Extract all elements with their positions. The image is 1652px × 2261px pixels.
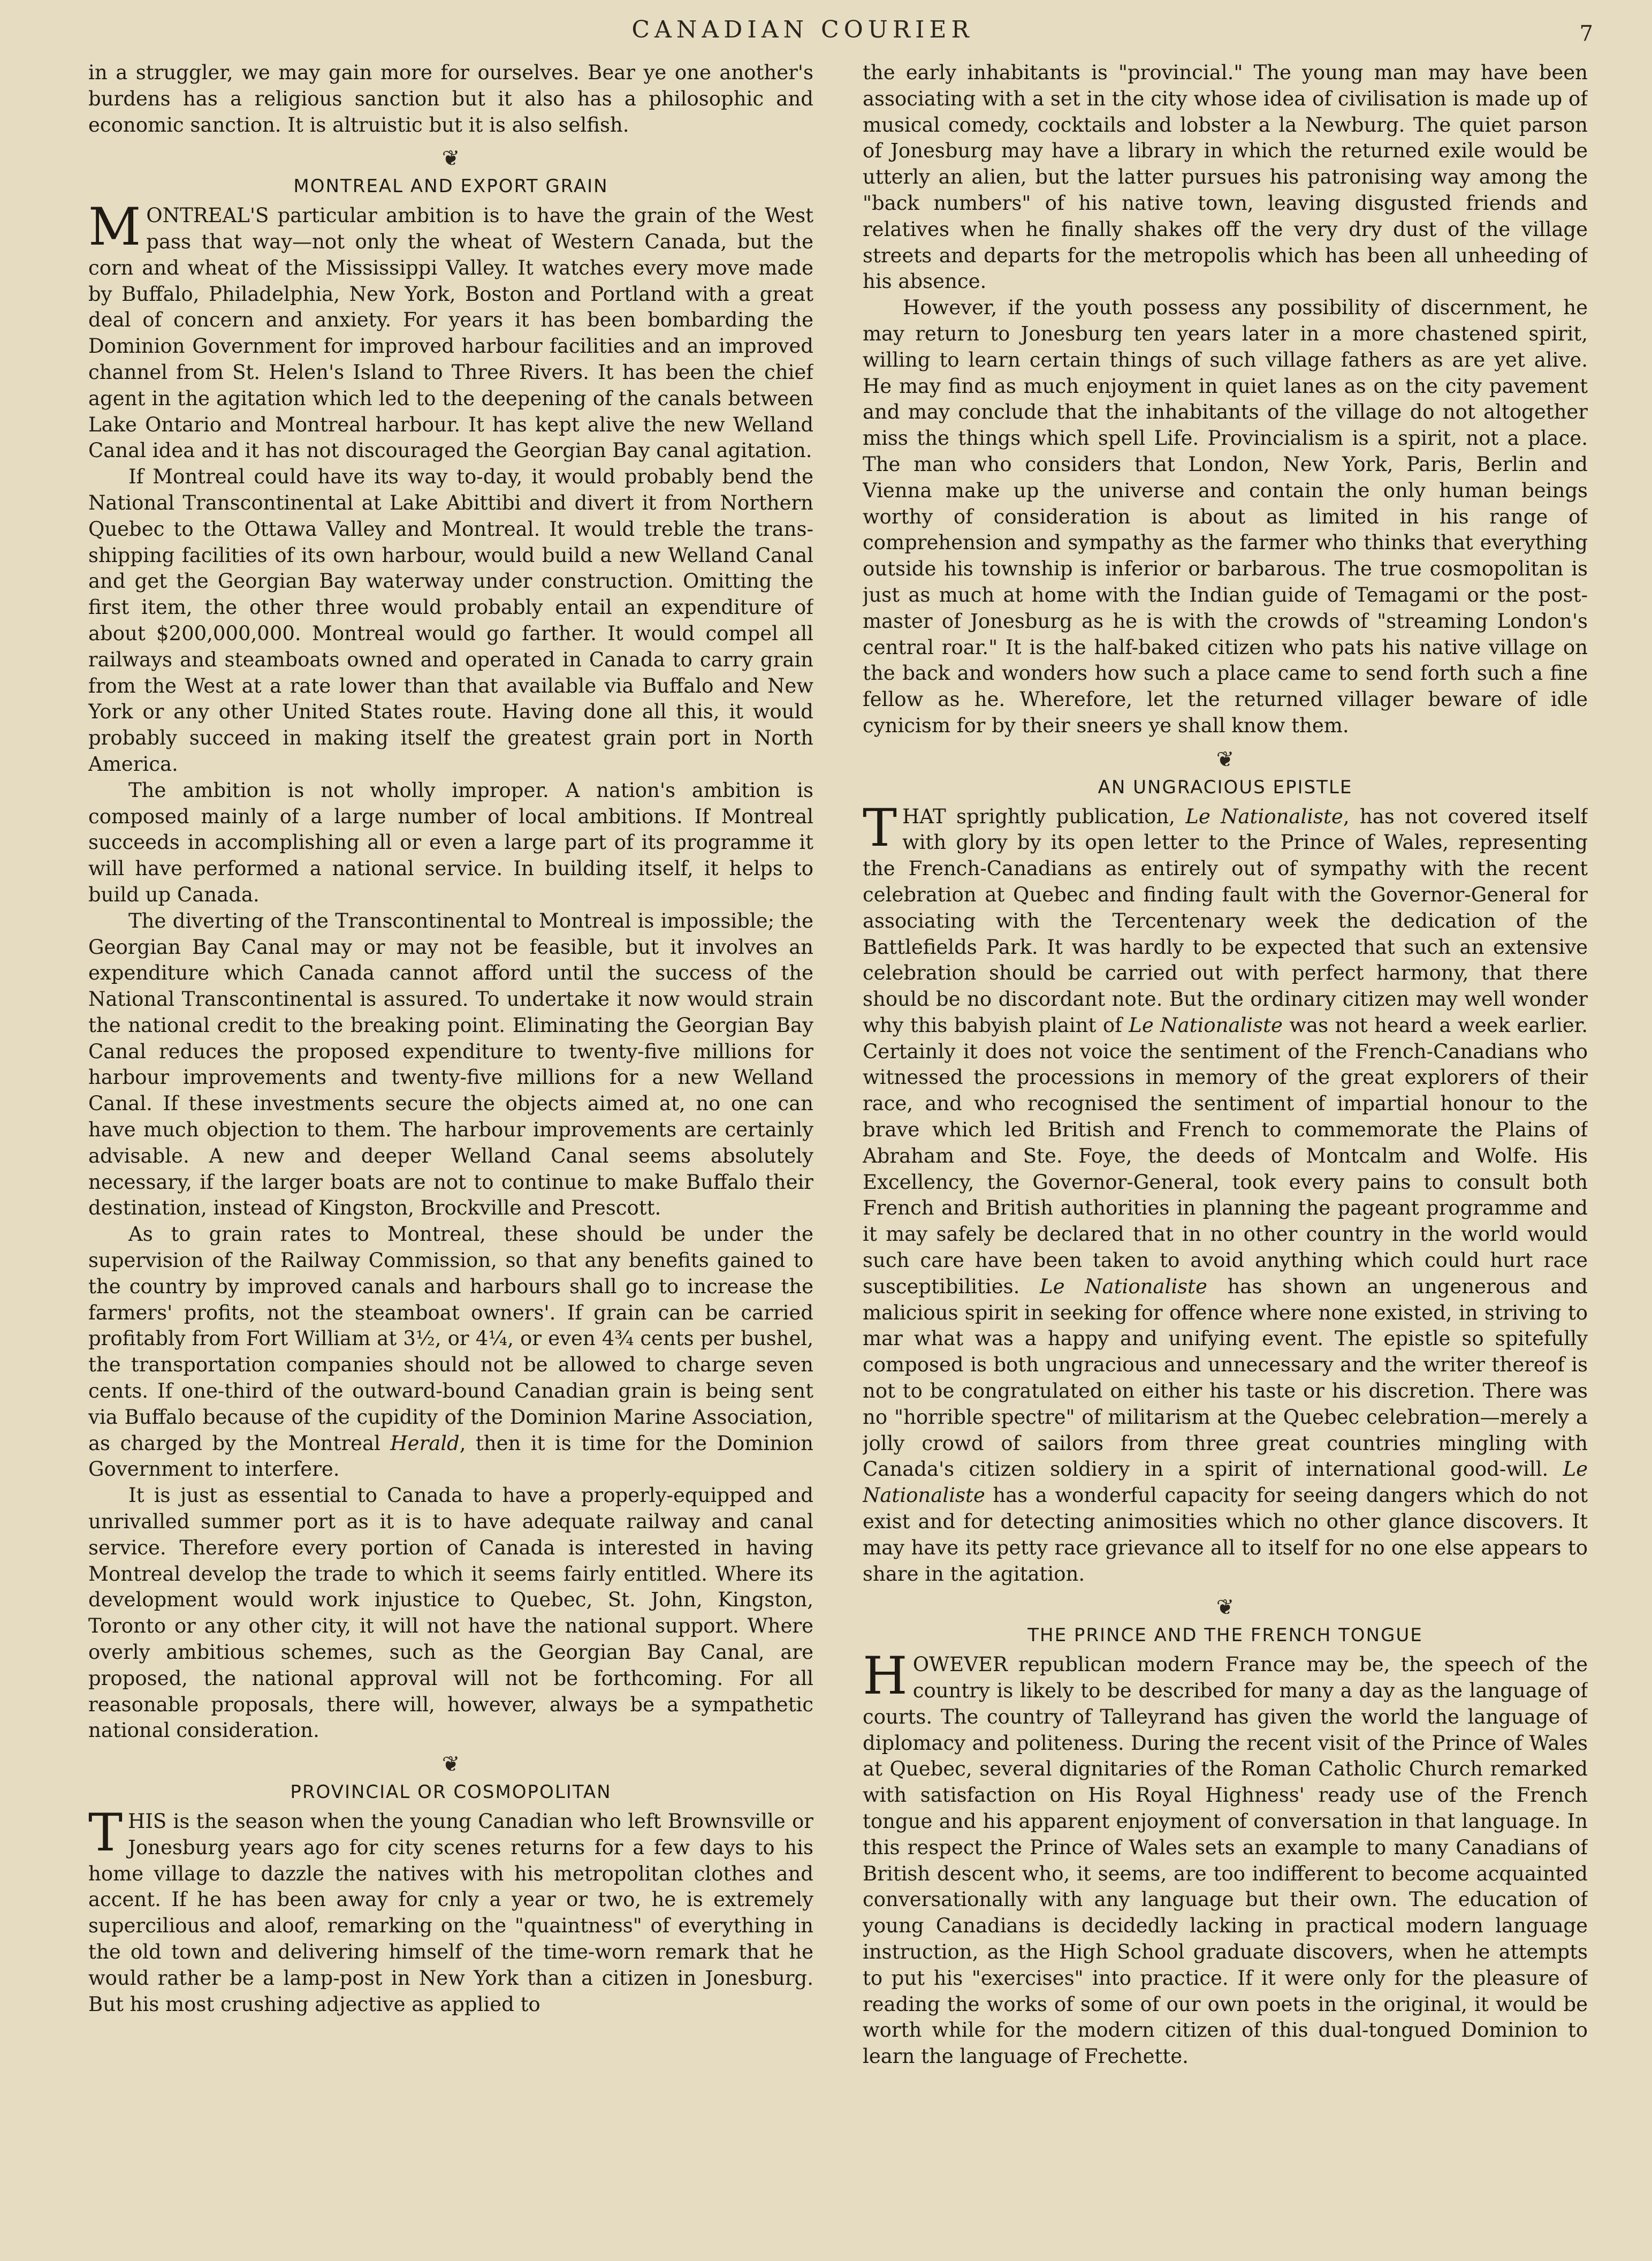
running-title: CANADIAN COURIER (631, 16, 974, 43)
article-paragraph: THIS is the season when the young Canadian who left Brownsville or Jonesburg years ago for city scenes returns for a few days to his home village to dazzle the natives with his metropolitan clothes and accent. If he has been away for cnly a year or two, he is extremely supercilious and aloof, remarking on the "quaintness" of everything in the old town and delivering himself of the time-worn remark that he would rather be a lamp-post in New York than a citizen in Jonesburg. But his most crushing adjective as applied to (88, 1803, 813, 2016)
leaf-ornament-icon: ❦ (441, 146, 460, 171)
article-paragraph: If Montreal could have its way to-day, it would probably bend the National Transcontinental at Lake Abittibi and divert it from Northern Quebec to the Ottawa Valley and Montreal. It would treble the trans-shipping facilities of its own harbour, would build a new Welland Canal and get the Georgian Bay waterway under construction. Omitting the first item, the other three would probably entail an expenditure of about $200,000,000. Montreal would go farther. It would compel all railways and steamboats owned and operated in Canada to carry grain from the West at a rate lower than that available via Buffalo and New York or any other United States route. Having done all this, it would probably succeed in making itself the greatest grain port in North America. (88, 465, 813, 776)
leaf-ornament-icon: ❦ (441, 1752, 460, 1777)
article-paragraph: HOWEVER republican modern France may be, the speech of the country is likely to be described for many a day as the language of courts. The country of Talleyrand has given the world the language of diplomacy and politeness. During the recent visit of the Prince of Wales at Quebec, several dignitaries of the Roman Catholic Church remarked with satisfaction on His Royal Highness' ready use of the French tongue and his apparent enjoyment of conversation in that language. In this respect the Prince of Wales sets an example to many Canadians of British descent who, it seems, are too indifferent to become acquainted conversationally with any language but their own. The education of young Canadians is decidedly lacking in practical modern language instruction, as the High School graduate discovers, when he attempts to put his "exercises" into practice. If it were only for the pleasure of reading the works of some of our own poets in the original, it would be worth while for the modern citizen of this dual-tongued Dominion to learn the language of Frechette. (863, 1646, 1588, 2068)
leaf-ornament-icon: ❦ (1216, 1595, 1235, 1620)
italic-publication-name: Le Nationaliste (1185, 805, 1343, 828)
article-paragraph: THAT sprightly publication, Le Nationaliste, has not covered itself with glory by its open letter to the Prince of Wales, representing the French-Canadians as entirely out of sympathy with the recent celebration at Quebec and finding fault with the Governor-General for associating with the Tercentenary week the dedication of the Battlefields Park. It was hardly to be expected that such an extensive celebration should be carried out with perfect harmony, that there should be no discordant note. But the ordinary citizen may well wonder why this babyish plaint of Le Nationaliste was not heard a week earlier. Certainly it does not voice the sentiment of the French-Canadians who witnessed the processions in memory of the great explorers of their race, and who recognised the sentiment of impartial honour to the brave which led British and French to commemorate the Plains of Abraham and Ste. Foye, the deeds of Montcalm and Wolfe. His Excellency, the Governor-General, took every pains to consult both French and British authorities in planning the pageant programme and it may safely be declared that in no other country in the world would such care have been taken to avoid anything which could hurt race susceptibilities. Le Nationaliste has shown an ungenerous and malicious spirit in seeking for offence where none existed, in striving to mar what was a happy and unifying event. The epistle so spitefully composed is both ungracious and unnecessary and the writer thereof is not to be congratulated on either his taste or his discretion. There was no "horrible spectre" of militarism at the Quebec celebration—merely a jolly crowd of sailors from three great countries mingling with Canada's citizen soldiery in a spirit of international good-will. Le Nationaliste has a wonderful capacity for seeing dangers which do not exist and for detecting animosities which no other glance discovers. It may have its petty race grievance all to itself for no one else appears to share in the agitation. (863, 798, 1588, 1585)
section-heading-ungracious-epistle: AN UNGRACIOUS EPISTLE (1098, 776, 1353, 798)
article-paragraph: As to grain rates to Montreal, these should be under the supervision of the Railway Commission, so that any benefits gained to the country by improved canals and harbours shall go to increase the farmers' profits, not the steamboat owners'. If grain can be carried profitably from Fort William at 3½, or 4¼, or even 4¾ cents per bushel, the transportation companies should not be allowed to charge seven cents. If one-third of the outward-bound Canadian grain is being sent via Buffalo because of the cupidity of the Dominion Marine Association, as charged by the Montreal Herald, then it is time for the Dominion Government to interfere. (88, 1223, 813, 1481)
italic-publication-name: Le Nationaliste (1040, 1274, 1207, 1298)
drop-cap: H (863, 1646, 908, 1706)
drop-cap: T (863, 798, 897, 858)
section-heading-prince-french-tongue: THE PRINCE AND THE FRENCH TONGUE (1027, 1625, 1423, 1647)
drop-cap: M (88, 197, 141, 257)
drop-cap: T (88, 1803, 123, 1863)
italic-publication-name: Le Nationaliste (863, 1458, 1588, 1507)
continued-paragraph: the early inhabitants is "provincial." The young man may have been associating with a set in the city whose idea of civilisation is made up of musical comedy, cocktails and lobster a la Newburg. The quiet parson of Jonesburg may have a library in which the returned exile would be utterly an alien, but the latter pursues his patronising way among the "back numbers" of his native town, leaving disgusted friends and relatives when he finally shakes off the very dry dust of the village streets and departs for the metropolis which has been all unheeding of his absence. (863, 61, 1588, 293)
article-paragraph: It is just as essential to Canada to have a properly-equipped and unrivalled summer port as it is to have adequate railway and canal service. Therefore every portion of Canada is interested in having Montreal develop the trade to which it seems fairly entitled. Where its development would work injustice to Quebec, St. John, Kingston, Toronto or any other city, it will not have the national support. Where overly ambitious schemes, such as the Georgian Bay Canal, are proposed, the national approval will not be forthcoming. For all reasonable proposals, there will, however, always be a sympathetic national consideration. (88, 1484, 813, 1742)
article-paragraph: The ambition is not wholly improper. A nation's ambition is composed mainly of a large number of local ambitions. If Montreal succeeds in accomplishing all or even a large part of its programme it will have performed a national service. In building itself, it helps to build up Canada. (88, 778, 813, 906)
right-column (863, 60, 1588, 2222)
page-number: 7 (1579, 21, 1593, 46)
italic-newspaper-name: Herald (390, 1431, 460, 1455)
section-heading-montreal-export-grain: MONTREAL AND EXPORT GRAIN (293, 176, 608, 198)
continued-paragraph: in a struggler, we may gain more for ourselves. Bear ye one another's burdens has a religious sanction but it also has a philosophic and economic sanction. It is altruistic but it is also selfish. (88, 61, 813, 136)
article-paragraph: However, if the youth possess any possibility of discernment, he may return to Jonesburg ten years later in a more chastened spirit, willing to learn certain things of such village fathers as are yet alive. He may find as much enjoyment in quiet lanes as on the city pavement and may conclude that the inhabitants of the village do not altogether miss the things which spell Life. Provincialism is a spirit, not a place. The man who considers that London, New York, Paris, Berlin and Vienna make up the universe and contain the only human beings worthy of consideration is about as limited in his range of comprehension and sympathy as the farmer who thinks that everything outside his township is inferior or barbarous. The true cosmopolitan is just as much at home with the Indian guide of Temagami or the post-master of Jonesburg as he is with the crowds of "streaming London's central roar." It is the half-baked citizen who pats his native village on the back and wonders how such a place came to send forth such a fine fellow as he. Wherefore, let the returned villager beware of idle cynicism for by their sneers ye shall know them. (863, 296, 1588, 737)
article-paragraph: The diverting of the Transcontinental to Montreal is impossible; the Georgian Bay Canal may or may not be feasible, but it involves an expenditure which Canada cannot afford until the success of the National Transcontinental is assured. To undertake it now would strain the national credit to the breaking point. Eliminating the Georgian Bay Canal reduces the proposed expenditure to twenty-five millions for harbour improvements and twenty-five millions for a new Welland Canal. If these investments secure the objects aimed at, no one can have much objection to them. The harbour improvements are certainly advisable. A new and deeper Welland Canal seems absolutely necessary, if the larger boats are not to continue to make Buffalo their destination, instead of Kingston, Brockville and Prescott. (88, 909, 813, 1220)
article-paragraph: MONTREAL'S particular ambition is to have the grain of the West pass that way—not only the wheat of Western Canada, but the corn and wheat of the Mississippi Valley. It watches every move made by Buffalo, Philadelphia, New York, Boston and Portland with a great deal of concern and anxiety. For years it has been bombarding the Dominion Government for improved harbour facilities and an improved channel from St. Helen's Island to Three Rivers. It has been the chief agent in the agitation which led to the deepening of the canals between Lake Ontario and Montreal harbour. It has kept alive the new Welland Canal idea and it has not discouraged the Georgian Bay canal agitation. (88, 197, 813, 462)
section-heading-provincial-or-cosmopolitan: PROVINCIAL OR COSMOPOLITAN (290, 1781, 612, 1803)
italic-publication-name: Le Nationaliste (1129, 1013, 1283, 1037)
left-column (88, 60, 813, 2222)
leaf-ornament-icon: ❦ (1216, 747, 1235, 772)
